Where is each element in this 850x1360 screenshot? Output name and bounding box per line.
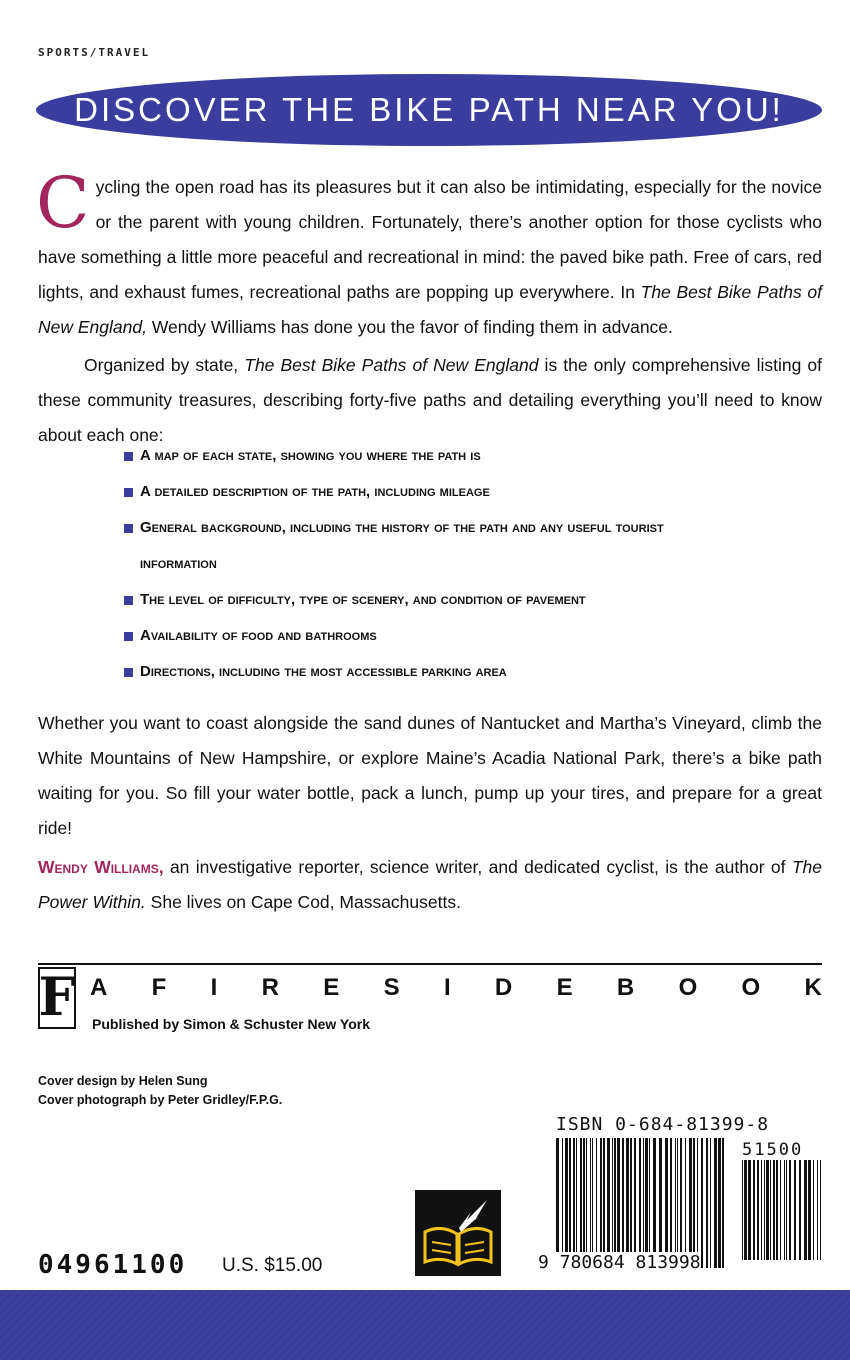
barcode-bar [808, 1160, 811, 1260]
list-item-text: General background, including the history of the path and any useful tourist information [140, 519, 664, 572]
photo-credit: Cover photograph by Peter Gridley/F.P.G. [38, 1093, 283, 1107]
author-text-2: She lives on Cape Cod, Massachusetts. [145, 892, 461, 912]
list-item-text: The level of difficulty, type of scenery, and condition of pavement [140, 591, 586, 608]
barcode-bar [576, 1138, 577, 1268]
imprint-letter: O [678, 974, 698, 1001]
fireside-logo [38, 967, 76, 1029]
barcode-bar [649, 1138, 650, 1268]
barcode-bar [780, 1160, 781, 1260]
author-book-title: The Power Within. [38, 857, 823, 912]
imprint-letter: K [804, 974, 822, 1001]
list-item [124, 474, 744, 510]
barcode-bar [761, 1160, 762, 1260]
barcode-bar [770, 1160, 771, 1260]
barcode-bar [722, 1138, 724, 1268]
closing-paragraph: Whether you want to coast alongside the sand dunes of Nantucket and Martha’s Vineyard, climb the White Mountains of New Hampshire, or explore Maine’s Acadia National Park, there’s a bike path waiting for you. So fill your water bottle, pack a lunch, pump up your tires, and prepare for a great ride! [38, 713, 822, 838]
bullet-icon [124, 452, 133, 461]
bullet-icon [124, 632, 133, 641]
list-item-text: Availability of food and bathrooms [140, 627, 377, 644]
barcode-bar [744, 1160, 747, 1260]
barcode-bar [583, 1138, 585, 1268]
imprint-letter: I [210, 974, 218, 1001]
design-credit: Cover design by Helen Sung [38, 1074, 208, 1088]
barcode-bar [592, 1138, 593, 1268]
barcode-bar [693, 1138, 695, 1268]
barcode-bar [665, 1138, 668, 1268]
barcode-bar [612, 1138, 613, 1268]
barcode-bar [596, 1138, 597, 1268]
barcode-bar [742, 1160, 743, 1260]
barcode-bar [580, 1138, 582, 1268]
bullet-icon [124, 488, 133, 497]
barcode-bar [764, 1160, 765, 1260]
headline-banner [36, 74, 822, 146]
list-item [124, 438, 744, 474]
barcode-bar [685, 1138, 686, 1268]
barcode-bar [556, 1138, 559, 1268]
barcode-bar [622, 1138, 624, 1268]
list-item [124, 510, 700, 582]
barcode-bar [670, 1138, 672, 1268]
intro-paragraph [36, 162, 822, 345]
list-item-text: A detailed description of the path, including mileage [140, 483, 490, 500]
barcode-bar [773, 1160, 775, 1260]
headline-text: DISCOVER THE BIKE PATH NEAR YOU! [74, 91, 784, 128]
barcode-bar [789, 1160, 791, 1260]
book-title: The Best Bike Paths of New England [244, 355, 539, 375]
barcode-bar [614, 1138, 616, 1268]
barcode-bar [766, 1160, 769, 1260]
price-code: 04961100 [38, 1250, 188, 1280]
barcode-bar [590, 1138, 591, 1268]
barcode-bar [645, 1138, 648, 1268]
description-text-1: Organized by state, [84, 355, 245, 375]
author-name: Wendy Williams, [38, 857, 164, 877]
author-bio [38, 850, 822, 920]
publisher-line: Published by Simon & Schuster New York [92, 1016, 370, 1032]
barcode-bar [603, 1138, 605, 1268]
imprint-letter: I [443, 974, 451, 1001]
imprint-letter: E [556, 974, 573, 1001]
imprint-letter: B [616, 974, 635, 1001]
imprint-letter: S [383, 974, 400, 1001]
list-item-text: Directions, including the most accessible parking area [140, 663, 507, 680]
barcode-supplement [742, 1160, 824, 1260]
barcode-bar [643, 1138, 644, 1268]
list-item [124, 654, 744, 690]
barcode-bar [784, 1160, 785, 1260]
ean-digits: 9 780684 813998 [538, 1252, 701, 1273]
barcode-bar [776, 1160, 778, 1260]
barcode-bar [562, 1138, 563, 1268]
list-item [124, 582, 744, 618]
imprint-letter: O [741, 974, 761, 1001]
imprint-letter: D [494, 974, 513, 1001]
barcode-bar [697, 1138, 698, 1268]
barcode-bar [706, 1138, 708, 1268]
barcode-bar [573, 1138, 575, 1268]
barcode-bar [617, 1138, 620, 1268]
category-label: SPORTS/TRAVEL [38, 46, 151, 59]
barcode-bar [718, 1138, 721, 1268]
price: U.S. $15.00 [222, 1255, 323, 1276]
imprint-letter: F [151, 974, 167, 1001]
intro-text-2: Wendy Williams has done you the favor of finding them in advance. [146, 317, 673, 337]
barcode-bar [813, 1160, 814, 1260]
barcode-bar [600, 1138, 602, 1268]
barcode-bar [607, 1138, 610, 1268]
drop-cap: C [36, 162, 90, 244]
barcode-bar [817, 1160, 818, 1260]
feature-list [124, 438, 744, 690]
bottom-band [0, 1290, 850, 1360]
barcode-bar [680, 1138, 682, 1268]
cover-credits [38, 1072, 282, 1110]
imprint-letter: A [90, 974, 108, 1001]
barcode-bar [701, 1138, 703, 1268]
barcode-bar [794, 1160, 796, 1260]
barcode-bar [714, 1138, 717, 1268]
list-item-text: A map of each state, showing you where the path is [140, 447, 481, 464]
barcode-bar [786, 1160, 787, 1260]
barcode-bar [748, 1160, 751, 1260]
barcode-bar [820, 1160, 821, 1260]
list-item [124, 618, 744, 654]
barcode-bar [630, 1138, 632, 1268]
barcode-bar [569, 1138, 571, 1268]
barcode-main [556, 1138, 726, 1268]
barcode-bar [586, 1138, 587, 1268]
barcode-bar [753, 1160, 755, 1260]
divider [38, 963, 822, 965]
intro-text-1: ycling the open road has its pleasures but it can also be intimidating, especially for the novice or the parent with young children. Fortunately, there’s another option for those cyclists who have something a little more peaceful and recreational in mind: the paved bike path. Free of cars, red lights, and exhaust fumes, recreational paths are popping up everywhere. In [38, 177, 822, 302]
book-title: The Best Bike Paths of New England, [38, 282, 822, 337]
description-text-2: is the only comprehensive listing of these community treasures, describing forty-five paths and detailing everything you’ll need to know about each one: [38, 355, 822, 445]
supplement-digits: 51500 [742, 1140, 804, 1160]
barcode-bar [799, 1160, 801, 1260]
imprint-letter: E [323, 974, 340, 1001]
barcode-bar [675, 1138, 676, 1268]
barcode-bar [689, 1138, 692, 1268]
imprint-letter: R [261, 974, 279, 1001]
barcode-bar [659, 1138, 662, 1268]
barcode-bar [634, 1138, 636, 1268]
fireside-logo-letter: F [38, 967, 76, 1028]
barcode-bar [639, 1138, 641, 1268]
bullet-icon [124, 668, 133, 677]
barcode-bar [653, 1138, 656, 1268]
author-text-1: an investigative reporter, science writer, and dedicated cyclist, is the author of [163, 857, 792, 877]
open-book-logo-icon [415, 1190, 501, 1276]
barcode-bar [677, 1138, 678, 1268]
imprint-name [90, 974, 822, 1002]
barcode-bar [626, 1138, 629, 1268]
bullet-icon [124, 524, 133, 533]
bullet-icon [124, 596, 133, 605]
barcode-bar [757, 1160, 759, 1260]
barcode-bar [710, 1138, 711, 1268]
barcode-bar [565, 1138, 568, 1268]
isbn-label: ISBN 0-684-81399-8 [556, 1114, 770, 1135]
barcode-bar [804, 1160, 807, 1260]
